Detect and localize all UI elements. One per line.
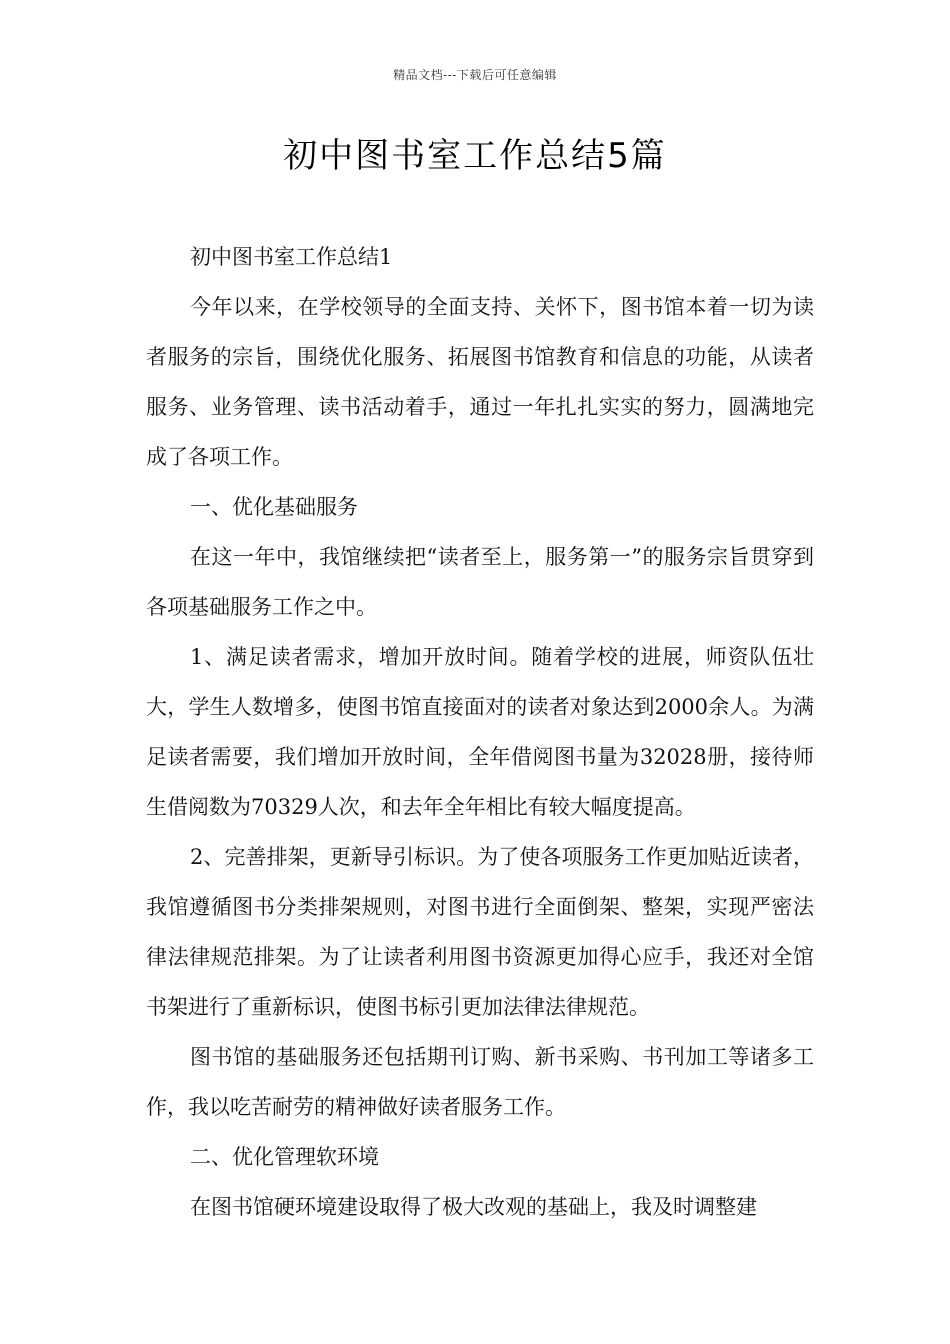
section-heading: 一、优化基础服务 (190, 495, 358, 519)
body-paragraph: 在这一年中，我馆继续把“读者至上，服务第一”的服务宗旨贯穿到各项基础服务工作之中。 (146, 545, 814, 619)
document-body (146, 232, 814, 1232)
body-paragraph: 在图书馆硬环境建设取得了极大改观的基础上，我及时调整建 (190, 1195, 757, 1219)
section-heading: 二、优化管理软环境 (190, 1145, 379, 1169)
document-title: 初中图书室工作总结5篇 (283, 136, 667, 176)
body-paragraph: 1、满足读者需求，增加开放时间。随着学校的进展，师资队伍壮大，学生人数增多，使图书馆直接面对的读者对象达到2000余人。为满足读者需要，我们增加开放时间，全年借阅图书量为32028册，接待师生借阅数为70329人次，和去年全年相比有较大幅度提高。 (146, 645, 814, 819)
body-paragraph: 图书馆的基础服务还包括期刊订购、新书采购、书刊加工等诸多工作，我以吃苦耐劳的精神做好读者服务工作。 (146, 1045, 814, 1119)
header-note: 精品文档---下载后可任意编辑 (393, 68, 557, 82)
body-paragraph: 2、完善排架，更新导引标识。为了使各项服务工作更加贴近读者，我馆遵循图书分类排架规则，对图书进行全面倒架、整架，实现严密法律法律规范排架。为了让读者利用图书资源更加得心应手，我还对全馆书架进行了重新标识，使图书标引更加法律法律规范。 (146, 845, 814, 1019)
body-paragraph: 今年以来，在学校领导的全面支持、关怀下，图书馆本着一切为读者服务的宗旨，围绕优化服务、拓展图书馆教育和信息的功能，从读者服务、业务管理、读书活动着手，通过一年扎扎实实的努力，圆满地完成了各项工作。 (146, 295, 814, 469)
section-heading: 初中图书室工作总结1 (190, 245, 393, 269)
